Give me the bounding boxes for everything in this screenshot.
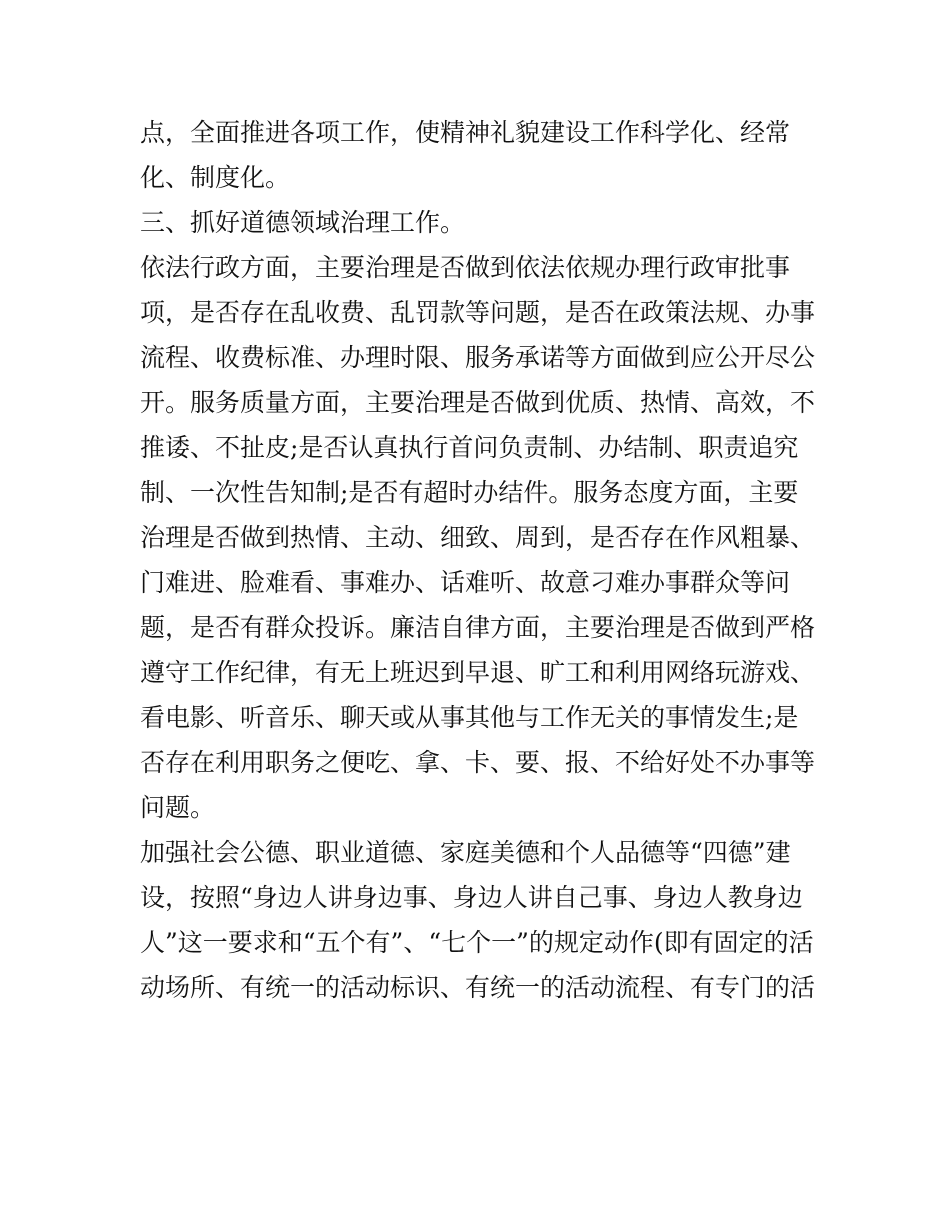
text-line: 问题。 [140, 793, 216, 822]
text-line: 点，全面推进各项工作，使精神礼貌建设工作科学化、经常 [140, 118, 791, 147]
text-line: 化、制度化。 [140, 163, 291, 192]
text-line: 推诿、不扯皮;是否认真执行首问负责制、办结制、职责追究 [140, 433, 799, 462]
text-line: 动场所、有统一的活动标识、有统一的活动流程、有专门的活 [140, 973, 816, 1002]
text-line: 题，是否有群众投诉。廉洁自律方面，主要治理是否做到严格 [140, 613, 816, 642]
text-line: 依法行政方面，主要治理是否做到依法依规办理行政审批事 [140, 253, 791, 282]
body-text [140, 110, 820, 1010]
text-line: 设，按照“身边人讲身边事、身边人讲自己事、身边人教身边 [140, 883, 803, 912]
text-line: 看电影、听音乐、聊天或从事其他与工作无关的事情发生;是 [140, 703, 799, 732]
text-line: 开。服务质量方面，主要治理是否做到优质、热情、高效，不 [140, 388, 816, 417]
text-line: 加强社会公德、职业道德、家庭美德和个人品德等“四德”建 [140, 838, 791, 867]
section-heading: 三、抓好道德领域治理工作。 [140, 208, 466, 237]
text-line: 项，是否存在乱收费、乱罚款等问题，是否在政策法规、办事 [140, 298, 816, 327]
text-line: 流程、收费标准、办理时限、服务承诺等方面做到应公开尽公 [140, 343, 816, 372]
text-line: 遵守工作纪律，有无上班迟到早退、旷工和利用网络玩游戏、 [140, 658, 816, 687]
text-line: 门难进、脸难看、事难办、话难听、故意刁难办事群众等问 [140, 568, 791, 597]
text-line: 人”这一要求和“五个有”、“七个一”的规定动作(即有固定的活 [140, 928, 814, 957]
text-line: 制、一次性告知制;是否有超时办结件。服务态度方面，主要 [140, 478, 799, 507]
text-line: 治理是否做到热情、主动、细致、周到，是否存在作风粗暴、 [140, 523, 816, 552]
text-line: 否存在利用职务之便吃、拿、卡、要、报、不给好处不办事等 [140, 748, 816, 777]
